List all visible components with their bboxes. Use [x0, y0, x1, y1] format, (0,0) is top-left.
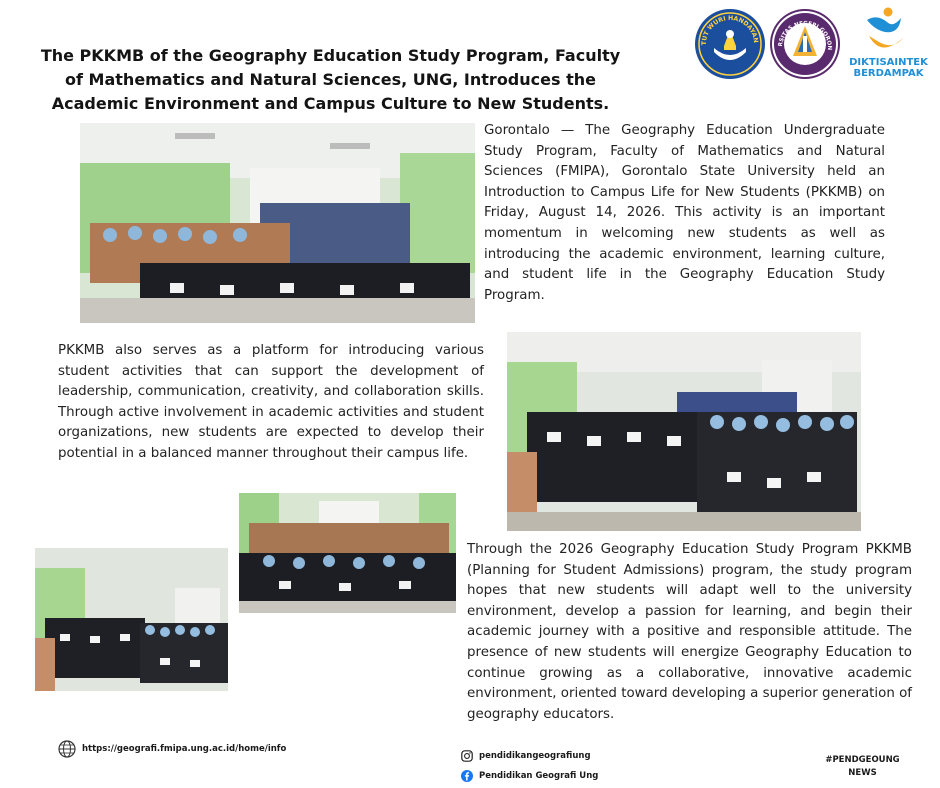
hashtag-badge: [820, 754, 905, 780]
facebook-link[interactable]: [461, 770, 598, 782]
tut-wuri-handayani-logo: [694, 8, 766, 80]
svg-text:UNIVERSITAS NEGERI GORONTALO: RSITAS NEGERI GORON: [777, 20, 833, 51]
hashtag-line2: NEWS: [848, 768, 877, 778]
diktisaintek-berdampak-logo: [841, 6, 936, 82]
photo-certificates-small: [35, 548, 228, 691]
hashtag-line1: #PENDGEOUNG: [825, 755, 900, 765]
website-url: https://geografi.fmipa.ung.ac.id/home/info: [82, 744, 287, 754]
ung-logo: [769, 8, 841, 80]
paragraph-intro: Gorontalo — The Geography Education Undergraduate Study Program, Faculty of Mathematics and Natural Sciences (FMIPA), Gorontalo State University held an Introduction to Campus Life for New Students (PKKMB) on Friday, August 14, 2026. This activity is an important momentum in welcoming new students as well as introducing the academic environment, learning culture, and student life in the Geography Education Study Program.: [484, 123, 885, 303]
instagram-icon: [461, 750, 473, 762]
instagram-link[interactable]: [461, 750, 591, 762]
photo-certificates: [507, 332, 861, 531]
paragraph-activities: PKKMB also serves as a platform for introducing various student activities that can support the development of leadership, communication, creativity, and collaboration skills. Through active involvement in academic activities and student organizations, new students are expected to develop their potential in a balanced manner throughout their campus life.: [58, 343, 484, 461]
facebook-page: Pendidikan Geografi Ung: [479, 771, 599, 781]
photo-seated-group: [239, 493, 456, 613]
website-link[interactable]: [58, 740, 286, 758]
page-title: The PKKMB of the Geography Education Study Program, Faculty of Mathematics and Natural Sciences, UNG, Introduces the Academic Environment and Campus Culture to New Students.: [40, 46, 621, 113]
dikti-line2: BERDAMPAK: [853, 68, 924, 79]
paragraph-closing: Through the 2026 Geography Education Study Program PKKMB (Planning for Student Admissions) program, the study program hopes that new students will adapt well to the university environment, develop a passion for learning, and begin their academic journey with a positive and responsible attitude. The presence of new students will energize Geography Education to continue growing as a collaborative, innovative academic environment, oriented toward developing a superior generation of geography educators.: [467, 542, 912, 722]
facebook-icon: [461, 770, 473, 782]
instagram-handle: pendidikangeografiung: [479, 751, 591, 761]
globe-icon: [58, 740, 76, 758]
dikti-line1: DIKTISAINTEK: [849, 57, 928, 68]
photo-group-hall: [80, 123, 475, 323]
svg-text:TUT WURI HANDAYANI: TUT WURI HANDAYAN: [700, 14, 760, 46]
